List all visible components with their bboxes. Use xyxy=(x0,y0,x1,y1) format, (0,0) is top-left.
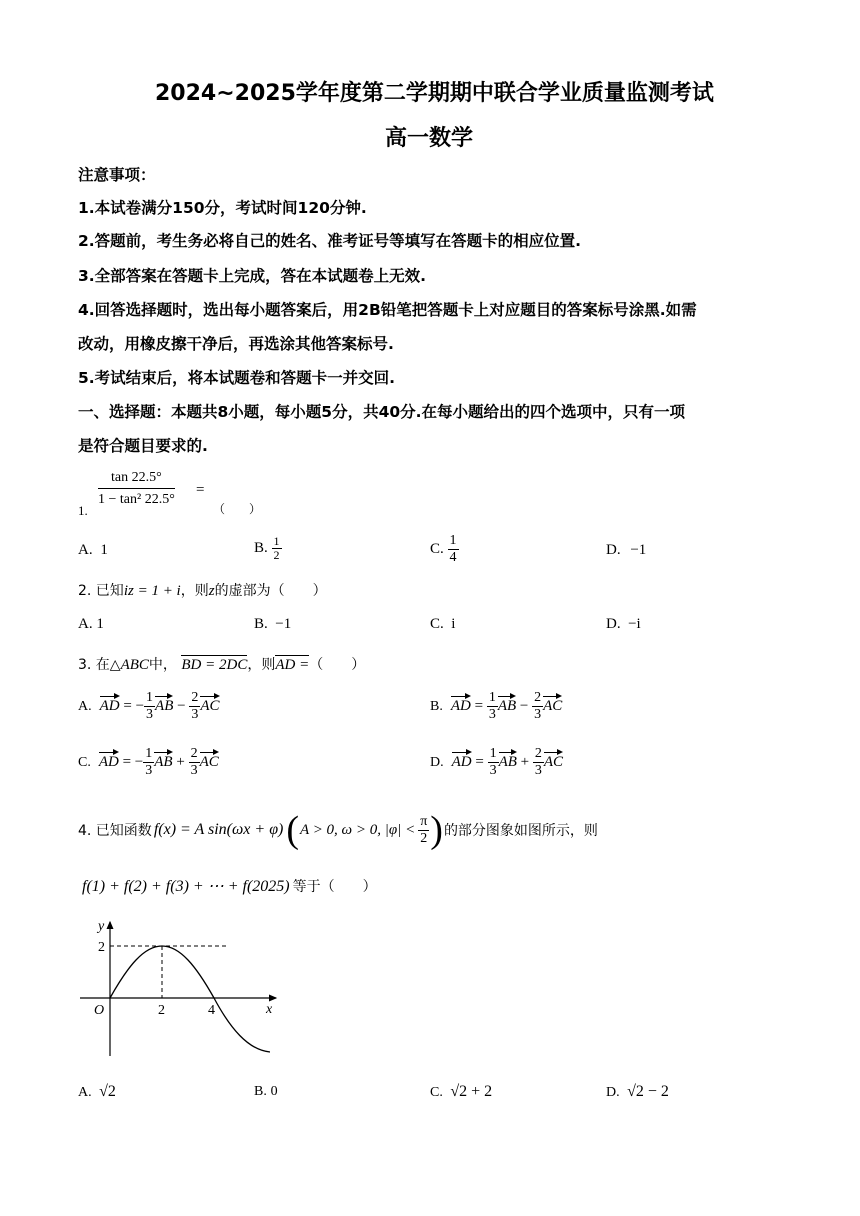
fraction: $\frac{2}{3}$ xyxy=(534,690,542,722)
vector-ad: AD xyxy=(99,698,120,714)
option-label: D. xyxy=(606,616,621,632)
fraction: $\frac{2}{3}$ xyxy=(534,746,542,778)
option-value: −1 xyxy=(630,542,647,558)
q3-given-equation: BD = 2DC xyxy=(181,657,248,673)
section-heading-cont: 是符合题目要求的. xyxy=(78,437,208,455)
option-label: C. xyxy=(430,540,444,557)
vector-ac: AC xyxy=(199,754,219,770)
q3-option-b[interactable] xyxy=(430,690,562,723)
q4-sum-expression: f(1) + f(2) + f(3) + ⋯ + f(2025) xyxy=(82,878,290,895)
question-4-line2 xyxy=(82,876,377,896)
section-heading: 一、选择题：本题共8小题，每小题5分，共40分.在每小题给出的四个选项中，只有一项 xyxy=(78,403,686,421)
q3-paren: （ ） xyxy=(309,657,366,673)
q2-equation: iz = 1 + i xyxy=(123,583,181,599)
q4-option-b[interactable] xyxy=(254,1083,278,1100)
q2-suffix: 的虚部为（ ） xyxy=(214,583,327,599)
q4-sine-graph xyxy=(76,916,286,1066)
math-op: = xyxy=(471,754,488,770)
q2-option-b[interactable] xyxy=(254,616,291,633)
q4-pi-fraction xyxy=(418,814,429,847)
option-label: D. xyxy=(430,754,444,770)
option-den: 2 xyxy=(273,548,280,562)
q3-expr-b xyxy=(12,1200,23,1201)
y-axis-label: y xyxy=(98,919,105,934)
q4-pi: π xyxy=(420,813,428,829)
option-label: C. xyxy=(78,754,91,770)
exam-title: 2024~2025学年度第二学期期中联合学业质量监测考试 xyxy=(155,81,714,106)
q3-then: ，则 xyxy=(247,657,276,673)
q3-expr-d xyxy=(36,1200,47,1201)
vector-ac: AC xyxy=(543,754,564,770)
q1-numerator: tan 22.5° xyxy=(98,470,175,489)
vector-ad: AD xyxy=(451,754,472,770)
q1-equals: = xyxy=(196,482,205,498)
math-op: + xyxy=(516,754,533,770)
math-op: − xyxy=(173,698,190,714)
math-op: − xyxy=(516,698,533,714)
math-op: = xyxy=(470,698,487,714)
option-label: D. xyxy=(606,542,621,558)
option-label: C. xyxy=(430,1085,443,1100)
math-op: = − xyxy=(119,698,145,714)
question-3 xyxy=(78,654,365,674)
fraction: $\frac{1}{3}$ xyxy=(146,690,154,722)
q4-option-c[interactable] xyxy=(430,1083,492,1101)
option-label: A. xyxy=(78,1085,92,1100)
note-item: 1.本试卷满分150分，考试时间120分钟. xyxy=(78,199,367,217)
x-tick-4: 4 xyxy=(208,1003,215,1018)
q1-answer-paren: （ ） xyxy=(213,502,262,516)
q4-two: 2 xyxy=(420,830,428,846)
option-fraction xyxy=(448,533,459,566)
q1-option-b[interactable] xyxy=(254,535,282,562)
q3-expr-a xyxy=(0,1200,12,1201)
fraction: $\frac{1}{3}$ xyxy=(145,746,153,778)
option-label: C. xyxy=(430,616,444,632)
option-label: A. xyxy=(78,542,93,558)
vector-ab: AB xyxy=(498,754,517,770)
note-item: 3.全部答案在答题卡上完成，答在本试题卷上无效. xyxy=(78,267,427,285)
q3-option-d[interactable] xyxy=(430,746,563,779)
option-value: √2 − 2 xyxy=(627,1083,669,1100)
vector-ab: AB xyxy=(154,754,173,770)
vector-ad: AD xyxy=(450,698,471,714)
option-label: B. xyxy=(254,616,268,632)
option-value: √2 xyxy=(99,1083,116,1100)
q4-line2-suffix: 等于（ ） xyxy=(292,879,377,895)
vector-ac: AC xyxy=(543,698,563,714)
option-num: 1 xyxy=(449,533,457,548)
fraction: $\frac{2}{3}$ xyxy=(190,746,198,778)
q2-option-d[interactable] xyxy=(606,616,641,633)
q2-prefix: 2. 已知 xyxy=(78,583,124,599)
q3-ask: AD = xyxy=(275,657,310,673)
math-op: = − xyxy=(118,754,144,770)
option-den: 4 xyxy=(449,550,457,565)
vector-ab: AB xyxy=(497,698,517,714)
q2-option-c[interactable] xyxy=(430,616,455,633)
math-op: + xyxy=(172,754,189,770)
q4-option-a[interactable] xyxy=(78,1083,116,1101)
option-num: 1 xyxy=(273,534,280,548)
option-label: D. xyxy=(606,1085,620,1100)
option-value: 1 xyxy=(96,616,104,632)
x-tick-2: 2 xyxy=(158,1003,165,1018)
q4-prefix: 4. 已知函数 xyxy=(78,823,152,839)
note-item: 4.回答选择题时，选出每小题答案后，用2B铅笔把答题卡上对应题目的答案标号涂黑.如需 xyxy=(78,301,697,319)
q4-function: f(x) = A sin(ωx + φ) xyxy=(153,821,284,838)
option-fraction xyxy=(272,535,282,562)
fraction: $\frac{1}{3}$ xyxy=(488,690,496,722)
option-value: i xyxy=(451,616,456,632)
q4-right-paren: ) xyxy=(430,809,443,851)
fraction: $\frac{2}{3}$ xyxy=(191,690,199,722)
q4-suffix: 的部分图象如图所示，则 xyxy=(443,823,598,839)
x-axis-label: x xyxy=(266,1002,273,1017)
q2-mid: ，则 xyxy=(180,583,209,599)
q1-option-d[interactable] xyxy=(606,542,646,559)
subject-title: 高一数学 xyxy=(385,126,474,151)
q2-variable: z xyxy=(208,583,215,599)
option-value: −1 xyxy=(275,616,292,632)
option-label: B. xyxy=(254,539,268,556)
q1-option-c[interactable] xyxy=(430,533,459,566)
q3-mid: 中， xyxy=(148,657,177,673)
q2-option-a[interactable] xyxy=(78,616,104,633)
question-2 xyxy=(78,580,327,600)
option-value: √2 + 2 xyxy=(450,1083,493,1100)
q4-condition: A > 0, ω > 0, |φ| < xyxy=(300,821,416,838)
option-label: B. xyxy=(430,698,443,714)
fraction: $\frac{1}{3}$ xyxy=(489,746,497,778)
q4-option-d[interactable] xyxy=(606,1083,669,1101)
vector-ad: AD xyxy=(98,754,119,770)
option-label: A. xyxy=(78,698,92,714)
q1-denominator: 1 − tan² 22.5° xyxy=(98,492,175,507)
option-value: 0 xyxy=(270,1084,278,1099)
q4-left-paren: ( xyxy=(286,809,300,851)
sine-curve xyxy=(110,946,270,1052)
q3-expr-c xyxy=(24,1200,36,1201)
vector-ab: AB xyxy=(155,698,174,714)
q3-option-a[interactable] xyxy=(78,690,220,723)
q1-number: 1. xyxy=(78,503,88,518)
note-item: 改动，用橡皮擦干净后，再选涂其他答案标号. xyxy=(78,335,394,353)
q3-option-c[interactable] xyxy=(78,746,219,779)
option-value: −i xyxy=(628,616,641,632)
option-label: B. xyxy=(254,1084,267,1099)
note-item: 2.答题前，考生务必将自己的姓名、准考证号等填写在答题卡的相应位置. xyxy=(78,232,582,250)
q3-triangle: ABC xyxy=(120,657,149,673)
notes-heading: 注意事项： xyxy=(78,166,156,184)
q1-option-a[interactable] xyxy=(78,542,108,559)
q3-prefix: 3. 在△ xyxy=(78,657,121,673)
option-value: 1 xyxy=(100,542,108,558)
question-4 xyxy=(78,808,598,852)
q1-fraction xyxy=(98,470,175,508)
note-item: 5.考试结束后，将本试题卷和答题卡一并交回. xyxy=(78,369,396,387)
option-label: A. xyxy=(78,616,93,632)
y-tick-2: 2 xyxy=(98,940,105,955)
origin-label: O xyxy=(94,1003,105,1018)
vector-ac: AC xyxy=(200,698,220,714)
